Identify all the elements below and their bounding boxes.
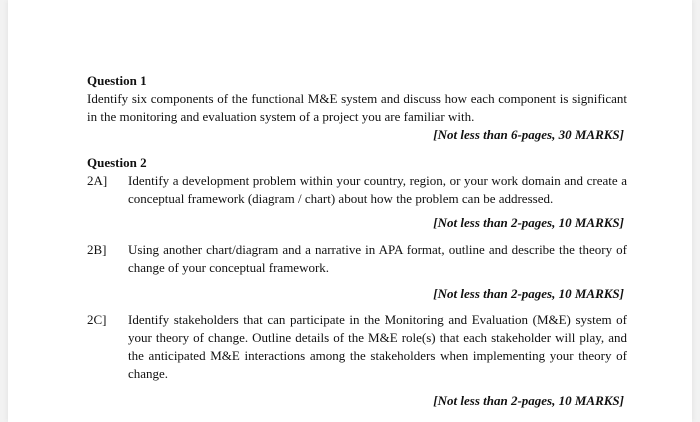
question-2b-label: 2B] <box>87 242 107 257</box>
question-2c-label: 2C] <box>87 312 107 327</box>
question-2a-marks: [Not less than 2-pages, 10 MARKS] <box>433 215 624 230</box>
question-2a <box>87 172 627 208</box>
question-2-heading: Question 2 <box>87 155 147 170</box>
question-2b-text: Using another chart/diagram and a narrative in APA format, outline and describe the theory of change of your conceptual framework. <box>128 242 627 275</box>
document-page <box>8 0 692 422</box>
question-1-text: Identify six components of the functional M&E system and discuss how each component is significant in the monitoring and evaluation system of a project you are familiar with. <box>87 91 627 124</box>
question-2b-marks: [Not less than 2-pages, 10 MARKS] <box>433 286 624 301</box>
question-2a-text: Identify a development problem within your country, region, or your work domain and create a conceptual framework (diagram / chart) about how the problem can be addressed. <box>128 173 627 206</box>
question-2c <box>87 311 627 383</box>
question-1-marks: [Not less than 6-pages, 30 MARKS] <box>433 127 624 142</box>
question-2b <box>87 241 627 277</box>
question-1-heading: Question 1 <box>87 73 147 88</box>
question-2a-label: 2A] <box>87 173 108 188</box>
question-2c-marks: [Not less than 2-pages, 10 MARKS] <box>433 393 624 408</box>
document-content <box>87 72 627 410</box>
question-2c-text: Identify stakeholders that can participate in the Monitoring and Evaluation (M&E) system of your theory of change. Outline details of the M&E role(s) that each stakeholder will play, and the anticipated M&E interactions among the stakeholders when implementing your theory of change. <box>128 312 627 381</box>
